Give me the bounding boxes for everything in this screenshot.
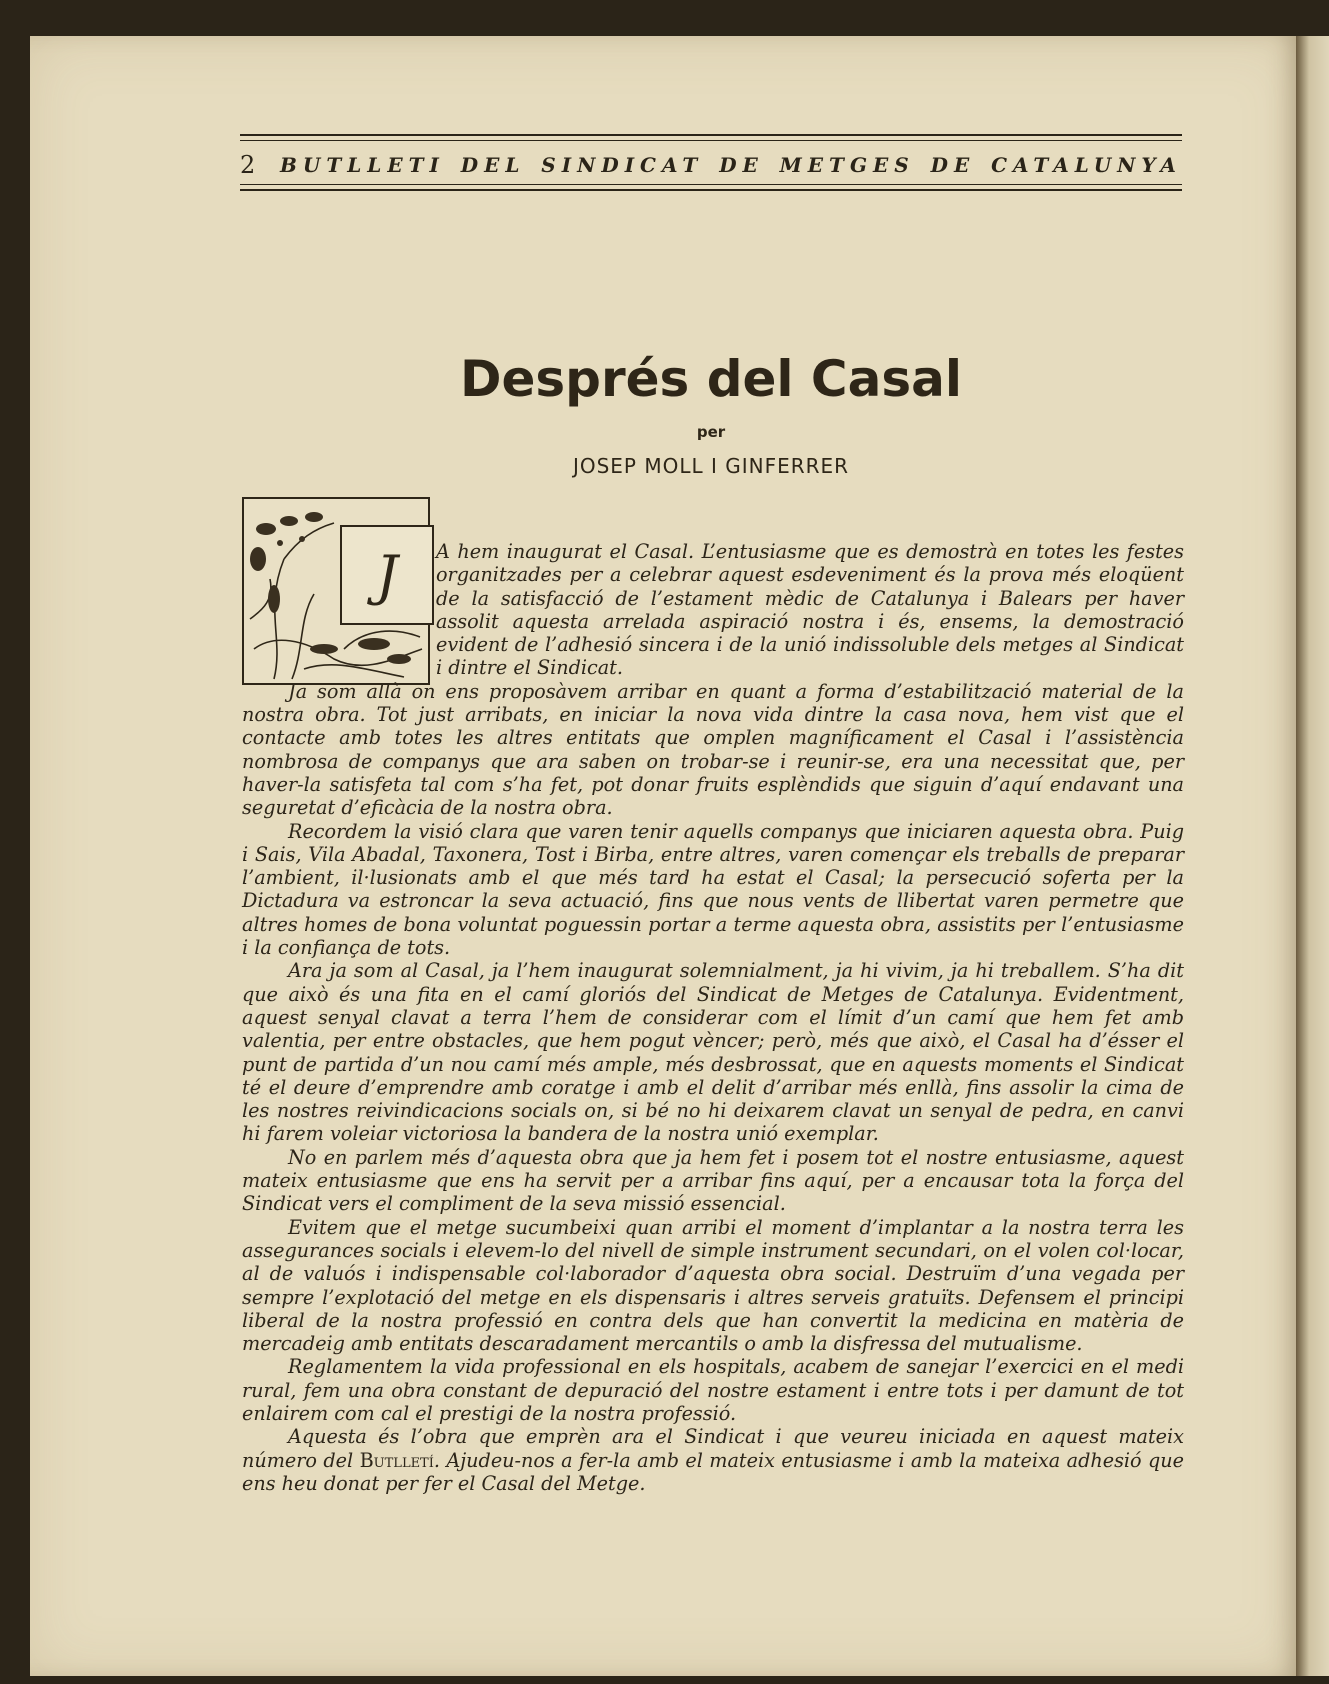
paragraph: No en parlem més d’aquesta obra que ja hem fet i posem tot el nostre entusiasme, aquest mateix entusiasme que ens ha servit per a arribar fins aquí, per a encausar tota la força del Sindicat vers el compliment de la seva missió essencial. [242,1145,1184,1216]
paragraph: A hem inaugurat el Casal. L’entusiasme que es demostrà en totes les festes organitzades per a celebrar aquest esdeveniment és la prova més eloqüent de la satisfacció de l’estament mèdic de Catalunya i Balears per haver assolit aquesta arrelada aspiració nostra i és, ensems, la demostració evident de l’adhesió sincera i de la unió indissoluble dels metges al Sindicat i dintre el Sindicat. [436,540,1184,680]
article-title: Després del Casal [459,350,963,408]
article-body [242,540,1184,1495]
paragraph: Evitem que el metge sucumbeixi quan arribi el moment d’implantar a la nostra terra les assegurances socials i elevem-lo del nivell de simple instrument secundari, on el volen col·locar, al de valuós i indispensable col·laborador d’aquesta obra social. Destruïm d’una vegada per sempre l’explotació del metge en els dispensaris i altres serveis gratuïts. Defensem el principi liberal de la nostra professió en contra dels que han convertit la medicina en matèria de mercadeig amb entitats descaradament mercantils o amb la disfressa del mutualisme. [242,1215,1184,1356]
paragraph: Recordem la visió clara que varen tenir aquells companys que iniciaren aquesta obra. Puig i Sais, Vila Abadal, Taxonera, Tost i Birba, entre altres, varen començar els treballs de preparar l’ambient, il·lusionats amb el que més tard ha estat el Casal; la persecució soferta per la Dictadura va estroncar la seva actuació, fins que nous vents de llibertat varen permetre que altres homes de bona voluntat poguessin portar a terme aquesta obra, assistits per l’entusiasme i la confiança de tots. [242,819,1184,960]
running-head-word: BUTLLETI [280,153,445,177]
running-head-word: DE [719,153,764,177]
running-head-word: METGES [779,153,915,177]
header-rule-bottom [240,184,1182,195]
paragraph-text: Aquesta és l’obra que emprèn ara el Sindicat i que veureu iniciada en aquest mateix número del [242,1425,1184,1472]
article-author: JOSEP MOLL I GINFERRER [572,454,850,478]
running-header [240,150,1182,180]
running-head-word: DEL [460,153,526,177]
journal-name: Butlletí [359,1448,434,1472]
paragraph: Ja som allà on ens proposàvem arribar en quant a forma d’estabilització material de la nostra obra. Tot just arribats, en iniciar la nova vida dintre la casa nova, hem vist que el contacte amb totes les altres entitats que omplen magníficament el Casal i l’assistència nombrosa de companys que ara saben on trobar-se i reunir-se, era una necessitat que, per haver-la satisfeta tal com s’ha fet, pot donar fruits esplèndids que siguin d’aquí endavant una seguretat d’eficàcia de la nostra obra. [242,679,1184,820]
journal-running-head [280,153,1182,177]
page-number: 2 [240,151,256,179]
running-head-word: CATALUNYA [991,153,1182,177]
drop-cap-letter: J [340,525,434,625]
book-spine [1296,36,1329,1676]
header-rule-top [240,134,1182,145]
running-head-word: DE [930,153,976,177]
paragraph-text: . Ajudeu-nos a fer-la amb el mateix entusiasme i amb la mateixa adhesió que ens heu donat per fer el Casal del Metge. [242,1448,1184,1495]
paragraph [242,1425,1184,1495]
running-head-word: SINDICAT [541,153,704,177]
paragraph: Ara ja som al Casal, ja l’hem inaugurat solemnialment, ja hi vivim, ja hi treballem. S’ha dit que això és una fita en el camí gloriós del Sindicat de Metges de Catalunya. Evidentment, aquest senyal clavat a terra l’hem de considerar com el límit d’un camí que hem fet amb valentia, per entre obstacles, que hem pogut vèncer; però, més que això, el Casal ha d’ésser el punt de partida d’un nou camí més ample, més desbrossat, que en aquests moments el Sindicat té el deure d’emprendre amb coratge i amb el delit d’arribar més enllà, fins assolir la cima de les nostres reivindicacions socials on, si bé no hi deixarem clavat un senyal de pedra, en canvi hi farem voleiar victoriosa la bandera de la nostra unió exemplar. [242,959,1184,1146]
byline-per: per [696,423,726,441]
paragraph: Reglamentem la vida professional en els hospitals, acabem de sanejar l’exercici en el medi rural, fem una obra constant de depuració del nostre estament i entre tots i per damunt de tot enlairem com cal el prestigi de la nostra professió. [242,1355,1184,1425]
